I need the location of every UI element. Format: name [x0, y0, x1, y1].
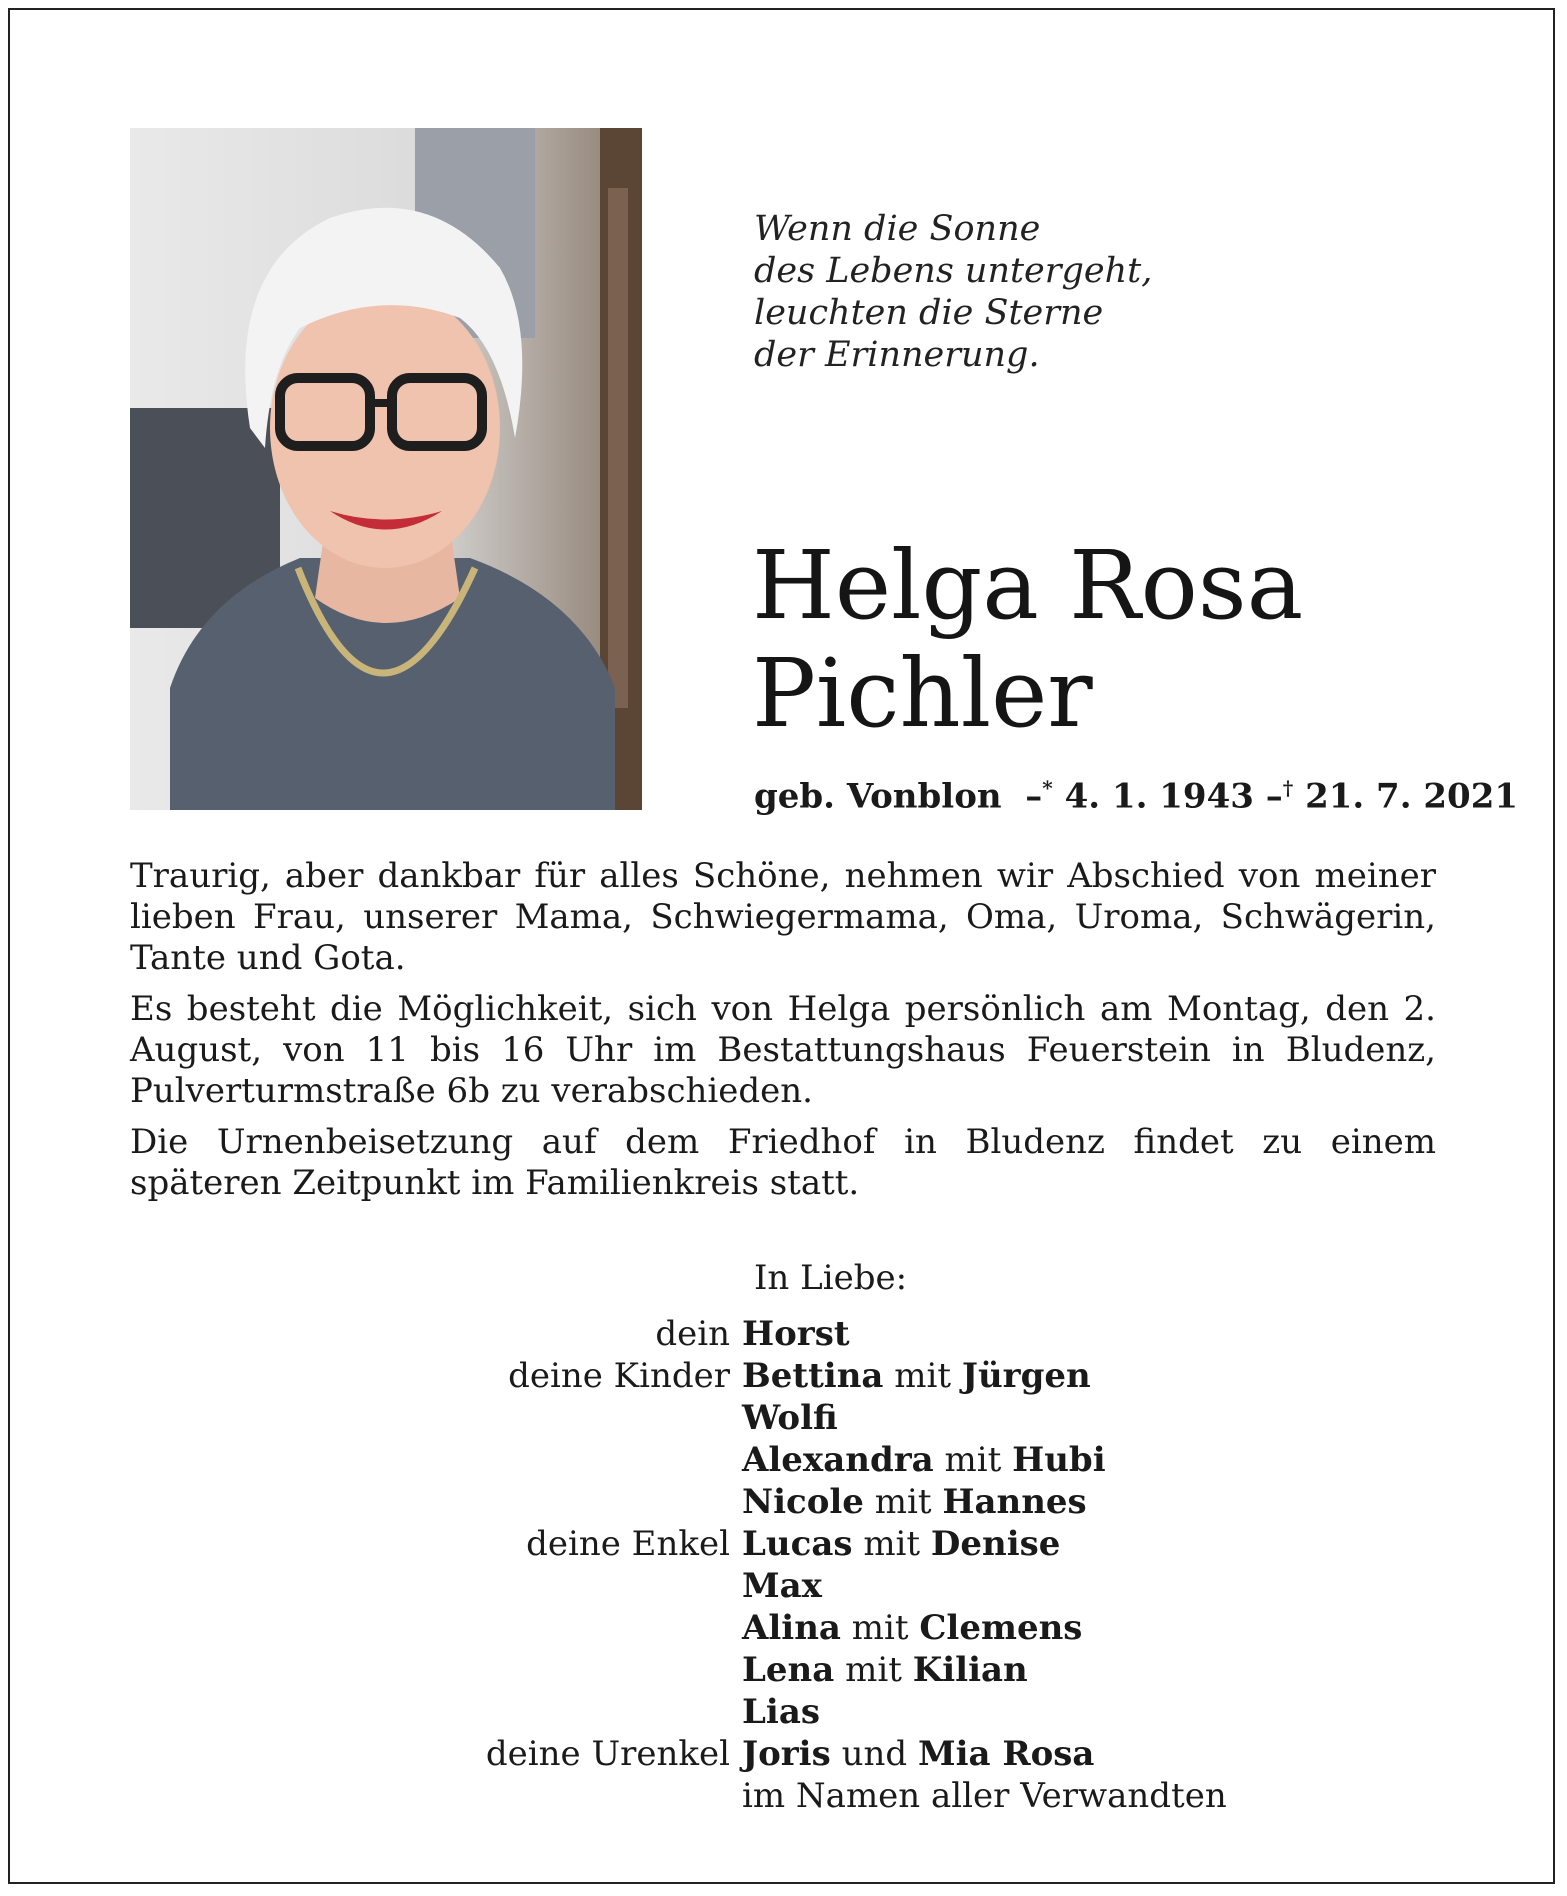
closing-line: im Namen aller Verwandten — [742, 1776, 1227, 1816]
relation-label — [300, 1775, 742, 1817]
mourner-name: Horst — [742, 1314, 850, 1354]
conjunction: mit — [845, 1650, 902, 1690]
partner-name: Clemens — [919, 1608, 1083, 1648]
mourner-row — [300, 1649, 1300, 1691]
partner-name: Hubi — [1012, 1440, 1106, 1480]
mourner-name: Lucas — [742, 1524, 853, 1564]
mourner-name: Max — [742, 1566, 822, 1606]
motto-line: leuchten die Sterne — [754, 293, 1104, 333]
burial-paragraph: Die Urnenbeisetzung auf dem Friedhof in Bludenz findet zu einem späteren Zeitpunkt im Familienkreis statt. — [130, 1122, 1436, 1203]
mourner-row — [300, 1691, 1300, 1733]
mourner-name: Wolfi — [742, 1398, 838, 1438]
death-cross-icon: † — [1282, 776, 1294, 800]
relation-label: deine Urenkel — [485, 1734, 730, 1774]
mourner-row — [300, 1439, 1300, 1481]
birth-name: geb. Vonblon — [754, 776, 1002, 817]
deceased-name — [752, 532, 1303, 748]
death-date: 21. 7. 2021 — [1305, 776, 1519, 817]
relation-label — [300, 1439, 742, 1481]
mourner-row — [300, 1565, 1300, 1607]
mourner-name: Joris — [742, 1734, 831, 1774]
conjunction: mit — [874, 1482, 932, 1522]
mourners-list — [300, 1313, 1300, 1817]
partner-name: Jürgen — [961, 1356, 1091, 1396]
partner-name: Kilian — [912, 1650, 1028, 1690]
mourner-name: Bettina — [742, 1356, 884, 1396]
relation-label — [300, 1691, 742, 1733]
mourner-row — [300, 1775, 1300, 1817]
relation-label — [300, 1607, 742, 1649]
deceased-surname: Pichler — [752, 639, 1093, 749]
relation-label: deine Enkel — [526, 1524, 730, 1564]
conjunction: und — [841, 1734, 908, 1774]
conjunction: mit — [944, 1440, 1002, 1480]
mourner-row — [300, 1397, 1300, 1439]
viewing-paragraph: Es besteht die Möglichkeit, sich von Helga persönlich am Montag, den 2. August, von 11 bis 16 Uhr im Bestattungshaus Feuerstein in Bludenz, Pulverturmstraße 6b zu verabschieden. — [130, 989, 1436, 1111]
mourner-row — [300, 1607, 1300, 1649]
birth-date: 4. 1. 1943 — [1064, 776, 1254, 817]
partner-name: Mia Rosa — [917, 1734, 1095, 1774]
conjunction: mit — [894, 1356, 952, 1396]
mourner-row — [300, 1313, 1300, 1355]
life-dates — [754, 776, 1518, 816]
relation-label — [300, 1565, 742, 1607]
announcement-text — [130, 856, 1436, 1214]
deceased-first-names: Helga Rosa — [752, 531, 1304, 641]
motto-line: der Erinnerung. — [754, 335, 1040, 375]
mourner-row — [300, 1733, 1300, 1775]
motto-verse — [754, 208, 1152, 376]
mourner-name: Alina — [742, 1608, 841, 1648]
farewell-paragraph: Traurig, aber dankbar für alles Schöne, nehmen wir Abschied von meiner lieben Frau, unserer Mama, Schwiegermama, Oma, Uroma, Schwägerin, Tante und Gota. — [130, 856, 1436, 978]
mourner-name: Lena — [742, 1650, 835, 1690]
mourner-row — [300, 1523, 1300, 1565]
motto-line: Wenn die Sonne — [754, 209, 1041, 249]
mourner-row — [300, 1355, 1300, 1397]
mourner-name: Nicole — [742, 1482, 864, 1522]
partner-name: Denise — [930, 1524, 1061, 1564]
portrait-photo — [130, 128, 642, 810]
conjunction: mit — [863, 1524, 921, 1564]
relation-label — [300, 1397, 742, 1439]
relation-label: dein — [655, 1314, 730, 1354]
mourner-name: Lias — [742, 1692, 820, 1732]
conjunction: mit — [851, 1608, 909, 1648]
dash-separator: – — [1265, 776, 1283, 817]
dash-separator: – — [1013, 776, 1043, 817]
relation-label: deine Kinder — [508, 1356, 730, 1396]
relation-label — [300, 1649, 742, 1691]
relation-label — [300, 1481, 742, 1523]
mourner-row — [300, 1481, 1300, 1523]
motto-line: des Lebens untergeht, — [754, 251, 1153, 291]
in-love-heading: In Liebe: — [754, 1258, 908, 1298]
birth-star-icon: * — [1042, 776, 1053, 800]
mourner-name: Alexandra — [742, 1440, 934, 1480]
partner-name: Hannes — [942, 1482, 1087, 1522]
